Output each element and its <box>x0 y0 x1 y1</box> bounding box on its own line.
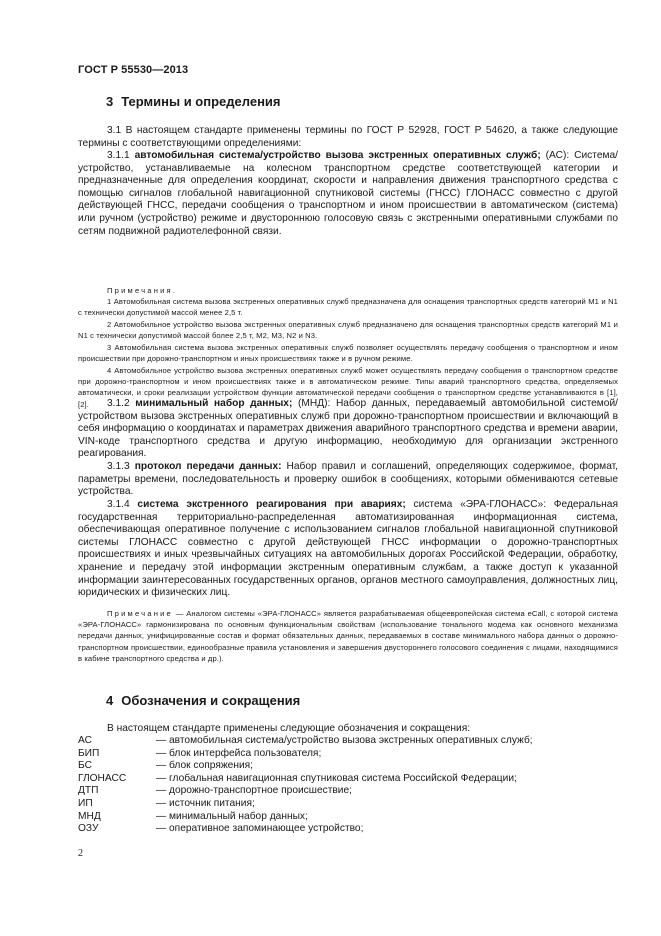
term-3-1-2 <box>78 398 618 461</box>
abbreviation-definition: — минимальный набор данных; <box>156 810 308 822</box>
term-3-1-1 <box>78 150 618 238</box>
abbreviation-row <box>78 735 618 748</box>
abbreviation-definition: — блок интерфейса пользователя; <box>156 747 322 759</box>
term-3-1-4 <box>78 499 618 600</box>
abbreviation-term: БС <box>78 760 92 772</box>
abbreviation-definition: — глобальная навигационная спутниковая система Российской Федерации; <box>156 772 517 784</box>
document-header: ГОСТ Р 55530—2013 <box>78 64 189 76</box>
abbreviation-term: ГЛОНАСС <box>78 772 127 784</box>
note-3-1-4-text: — Аналогом системы «ЭРА-ГЛОНАСС» является разрабатываемая общеевропейская система eCall, с которой система «ЭРА-ГЛОНАСС» гармонизирована по основным функциональным свойствам (использование тонального модема как основного механизма передачи данных, унифицированные состав и формат обязательных данных, передаваемых в составе минимального набора данных о дорожно-транспортном происшествии, единообразные правила установления и завершения двустороннего голосового соединения с лицами, находящимися в кабине транспортного средства и др.). <box>78 609 618 663</box>
term-3-1-4-name: система экстренного реагирования при авариях; <box>137 499 406 510</box>
notes-heading-label: Примечания. <box>107 286 178 295</box>
abbreviation-row <box>78 785 618 798</box>
section-4-intro: В настоящем стандарте применены следующие обозначения и сокращения: <box>107 723 471 734</box>
abbreviation-definition: — оперативное запоминающее устройство; <box>156 823 364 835</box>
section-3-number: 3 <box>106 94 114 109</box>
note-3-1-4 <box>78 608 618 664</box>
section-4-heading <box>106 693 300 708</box>
abbreviation-definition: — автомобильная система/устройство вызова экстренных оперативных служб; <box>156 735 533 746</box>
term-3-1-3 <box>78 461 618 499</box>
term-3-1-1-name: автомобильная система/устройство вызова экстренных оперативных служб; <box>134 150 541 161</box>
abbreviation-row <box>78 811 618 824</box>
abbreviation-row <box>78 760 618 773</box>
term-3-1-2-name: минимальный набор данных; <box>135 398 293 409</box>
abbreviation-term: ОЗУ <box>78 823 99 835</box>
abbreviation-term: БИП <box>78 747 100 759</box>
notes-3-1-1-heading <box>78 285 618 296</box>
abbreviation-list <box>78 735 618 836</box>
term-3-1-3-name: протокол передачи данных: <box>134 461 282 472</box>
abbreviation-row <box>78 773 618 786</box>
abbreviation-definition: — дорожно-транспортное происшествие; <box>156 785 352 797</box>
section-3-title: Термины и определения <box>121 94 281 109</box>
note-2: 2 Автомобильное устройство вызова экстренных оперативных служб предназначено для оснащения транспортных средств категорий M1 и N1 с технически допустимой массой более 2,5 т, M2, M3, N2 и N3. <box>78 320 618 341</box>
term-3-1-3-definition: Набор правил и соглашений, определяющих содержимое, формат, параметры времени, последовательность и проверку ошибок в сообщениях, которыми обмениваются сетевые устройства. <box>78 461 618 498</box>
note-1: 1 Автомобильная система вызова экстренных оперативных служб предназначена для оснащения транспортных средств категорий M1 и N1 с технически допустимой массой менее 2,5 т. <box>78 297 618 318</box>
term-3-1-3-number: 3.1.3 <box>107 461 135 472</box>
page-number: 2 <box>78 848 83 859</box>
note-3-1-4-heading: Примечание <box>107 609 173 618</box>
note-4: 4 Автомобильное устройство вызова экстренных оперативных служб может осуществлять передачу сообщения о транспортном средстве при дорожно-транспортном и ином происшествиях также и в автоматическом режиме. Типы аварий транспортного средства, определяемых автоматически, и сроки реализации устройством функции автоматической передачи сообщения о транспортном средстве устанавливаются в [1], [2]. <box>78 366 618 409</box>
section-4-title: Обозначения и сокращения <box>121 693 301 708</box>
abbreviation-term: ДТП <box>78 785 99 797</box>
abbreviation-definition: — источник питания; <box>156 797 255 809</box>
term-3-1-1-definition: (АС): Система/устройство, устанавливаемые на колесном транспортном средстве соответствующей категории и предназначенные для определения координат, скорости и направления движения транспортного средства с помощью сигналов глобальной навигационной спутниковой системы (ГНСС) ГЛОНАСС совместно с другой действующей ГНСС, передачи сообщения о транспортном и ином происшествии в автоматическом (система) или ручном (устройство) режиме и двустороннюю голосовую связь с экстренными оперативными службами по сетям подвижной радиотелефонной связи. <box>78 150 618 237</box>
abbreviation-term: ИП <box>78 797 93 809</box>
term-3-1-4-definition: система «ЭРА-ГЛОНАСС»: Федеральная государственная территориально-распределенная автоматизированная информационная система, обеспечивающая оперативное получение с использованием сигналов глобальной навигационной спутниковой системы ГЛОНАСС совместно с другой действующей ГНСС информации о дорожно-транспортных происшествиях и иных чрезвычайных ситуациях на автомобильных дорогах Российской Федерации, обработку, хранение и передачу этой информации экстренным оперативным службам, а также доступ к указанной информации заинтересованных государственных органов, органов местного самоуправления, должностных лиц, юридических и физических лиц. <box>78 499 618 599</box>
term-3-1-4-number: 3.1.4 <box>107 499 138 510</box>
abbreviation-definition: — блок сопряжения; <box>156 760 254 772</box>
abbreviation-row <box>78 823 618 836</box>
abbreviation-row <box>78 798 618 811</box>
term-3-1-2-number: 3.1.2 <box>107 398 136 409</box>
section-4-number: 4 <box>106 693 114 708</box>
section-3-heading <box>106 94 281 109</box>
abbreviation-row <box>78 748 618 761</box>
term-3-1-2-definition: (МНД): Набор данных, передаваемый автомобильной системой/устройством вызова экстренных оперативных служб при дорожно-транспортном происшествии и включающий в себя информацию о координатах и параметрах движения аварийного транспортного средства и времени аварии, VIN-коде транспортного средства и другую информацию, необходимую для организации экстренного реагирования. <box>78 398 618 460</box>
note-3: 3 Автомобильная система вызова экстренных оперативных служб позволяет осуществлять передачу сообщения о транспортном и ином происшествии при дорожно-транспортном и иных происшествиях также и в ручном режиме. <box>78 343 618 364</box>
paragraph-3-1: 3.1 В настоящем стандарте применены термины по ГОСТ Р 52928, ГОСТ Р 54620, а также следующие термины с соответствующими определениями: <box>78 125 618 149</box>
abbreviation-term: АС <box>78 735 92 746</box>
term-3-1-1-number: 3.1.1 <box>107 150 135 161</box>
abbreviation-term: МНД <box>78 810 101 822</box>
